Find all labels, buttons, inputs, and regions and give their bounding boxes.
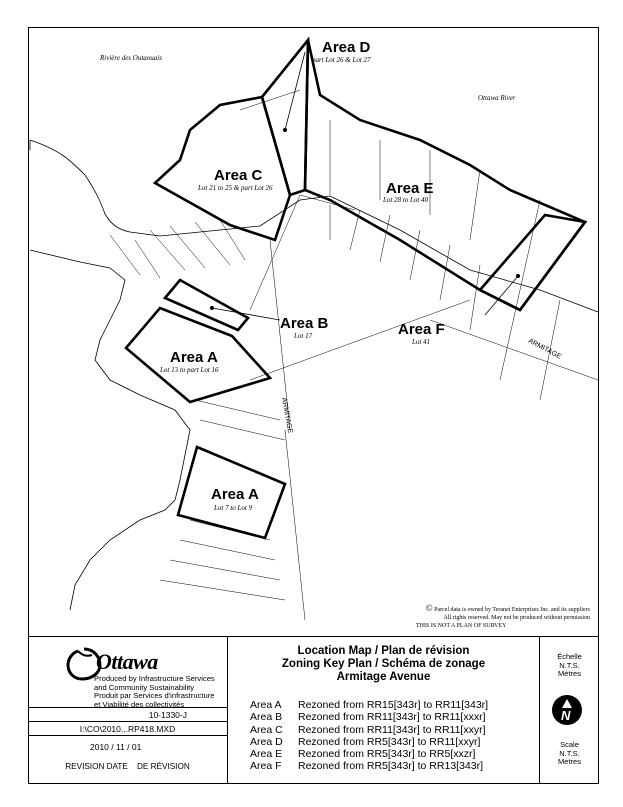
zoning-list — [250, 699, 488, 773]
revision-box — [28, 735, 227, 784]
data-credit — [400, 604, 590, 630]
credit-line-3: THIS IS NOT A PLAN OF SURVEY — [416, 623, 507, 629]
area-label-d: Area D — [322, 39, 371, 56]
area-b-boundary — [165, 280, 248, 330]
zone-row: Area F Rezoned from RR5[343r] to RR13[343r] — [250, 760, 484, 773]
street-label-armitage: ARMITAGE — [280, 397, 294, 434]
street-label-armitage-east: ARMITAGE — [527, 337, 563, 361]
title-line-2: Zoning Key Plan / Schéma de zonage — [281, 658, 486, 670]
shoreline — [30, 140, 598, 312]
zone-row: Area A Rezoned from RR15[343r] to RR11[343r] — [250, 699, 489, 711]
copyright-icon: © — [425, 603, 433, 613]
scale-en-label: Scale — [560, 740, 579, 749]
scale-en-units: Metres — [558, 757, 581, 766]
area-label-e: Area E — [386, 180, 434, 197]
ottawa-logo — [64, 645, 215, 709]
scale-en-nts: N.T.S. — [559, 748, 580, 758]
map-title — [227, 645, 540, 684]
title-line-1: Location Map / Plan de révision — [297, 645, 470, 657]
area-label-a-north: Area A — [170, 349, 218, 366]
area-lots-b: Lot 17 — [294, 332, 313, 340]
scale-fr-nts: N.T.S. — [559, 660, 580, 670]
area-e-boundary — [305, 40, 585, 310]
scale-fr-units: Mètres — [558, 669, 581, 678]
credit-line-2: All rights reserved. May not be produced without permission — [443, 615, 590, 621]
water-label-riviere: Rivière des Outaouais — [100, 54, 162, 62]
legend-block — [28, 636, 599, 784]
zone-row: Area D Rezoned from RR5[343r] to RR11[xxyr] — [250, 735, 481, 748]
north-arrow-icon — [552, 695, 582, 725]
logo-line-2: and Community Sustainability — [94, 682, 195, 692]
logo-line-4: et Viabilité des collectivités — [94, 699, 185, 709]
zone-row: Area E Rezoned from RR5[343r] to RR5[xxzr] — [250, 748, 476, 761]
credit-line-1: Parcel data is owned by Teranet Enterprises Inc. and its suppliers — [434, 607, 590, 613]
area-label-b: Area B — [280, 315, 329, 332]
file-path: I:\CO\2010...RP418.MXD — [28, 721, 227, 735]
area-label-a-south: Area A — [211, 486, 259, 503]
file-number: 10-1330-J — [28, 707, 227, 721]
zone-row: Area B Rezoned from RR11[343r] to RR11[xxxr] — [250, 711, 486, 724]
legend-left-column — [28, 637, 228, 783]
zone-row: Area C Rezoned from RR11[343r] to RR11[xxyr] — [250, 723, 486, 736]
area-lots-a-south: Lot 7 to Lot 9 — [214, 504, 253, 512]
area-label-f: Area F — [398, 321, 445, 338]
area-lots-e: Lot 28 to Lot 40 — [383, 196, 429, 204]
area-lots-a-north: Lot 13 to part Lot 16 — [160, 366, 219, 374]
west-shoreline — [30, 250, 190, 610]
area-lots-d: part Lot 26 & Lot 27 — [312, 56, 371, 64]
area-lots-f: Lot 41 — [412, 338, 431, 346]
scale-column — [539, 637, 599, 783]
area-lots-c: Lot 21 to 25 & part Lot 26 — [198, 184, 273, 192]
revision-label: REVISION DATE DE RÉVISION — [65, 762, 190, 771]
water-label-ottawa-river: Ottawa River — [478, 94, 516, 102]
area-f-boundary — [480, 215, 585, 310]
north-letter: N — [561, 708, 571, 723]
area-label-c: Area C — [214, 167, 263, 184]
title-line-3: Armitage Avenue — [336, 671, 431, 683]
revision-date: 2010 / 11 / 01 — [90, 742, 142, 752]
scale-fr-label: Échelle — [557, 652, 582, 661]
ottawa-logo-word: Ottawa — [96, 649, 158, 674]
logo-line-1: Produced by Infrastructure Services — [94, 674, 215, 683]
logo-line-3: Produit par Services d'infrastructure — [94, 691, 215, 701]
